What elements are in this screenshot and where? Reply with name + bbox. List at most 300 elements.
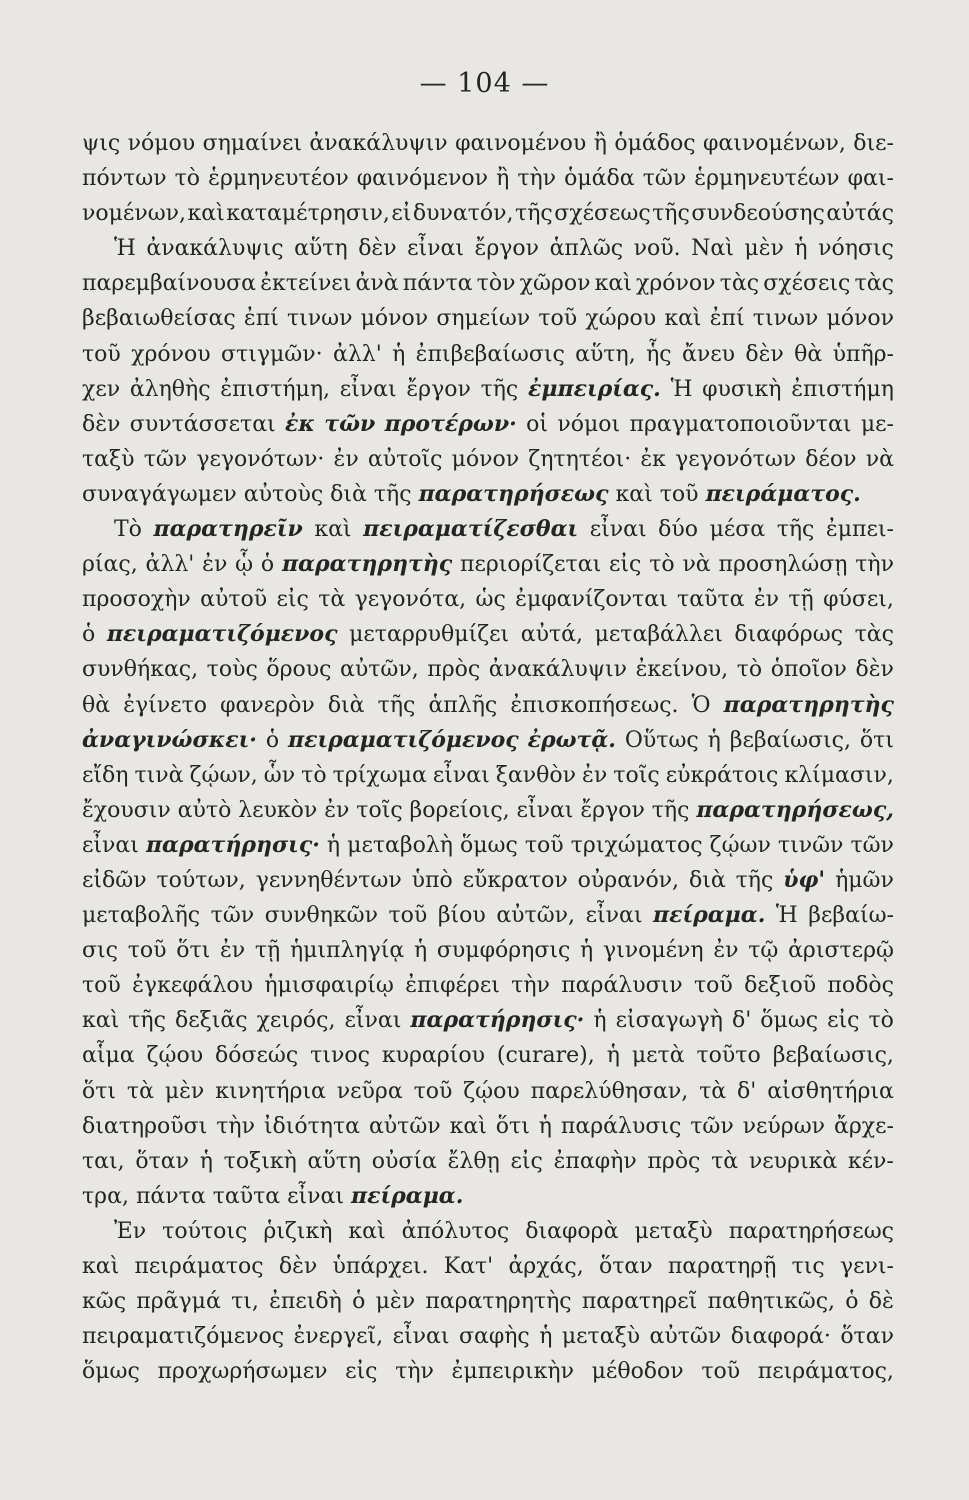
word: τὴν [395,1359,434,1385]
word: τῶν [143,446,188,472]
word: νεῦρα [336,1078,403,1104]
word: περιορίζεται [460,552,602,578]
word: φαινόμενον [356,166,488,192]
word: φαινομένων, [702,131,846,156]
word: αὐτοῦ [200,587,268,613]
word: παρελύθησαν, [530,1078,689,1104]
word: διαφόρως [734,622,843,648]
word: δὲν [278,1254,318,1279]
word: τοῖς [356,797,403,823]
word: πείραμα. [351,1182,464,1209]
word: ταξὺ [82,446,135,472]
word: ὑπῆρ- [832,341,894,367]
word: ἀρχάς, [508,1254,584,1279]
word: τὰ [318,587,346,613]
text-line [82,652,894,687]
paragraph [82,512,894,1214]
word: φυσικὴ [702,376,782,402]
word: τοῦ [413,1078,453,1104]
text-line [82,1249,894,1284]
word: ἐν [713,938,739,964]
word: Οὕτως [624,727,699,753]
word: εἶναι [392,1324,450,1350]
word: ὅρους [266,657,332,683]
word: δὲ [868,1289,894,1315]
word: εἶναι [344,1008,402,1034]
word: ὅτι [176,938,211,964]
word: γεννηθέντων [255,867,402,893]
text-line [82,337,894,372]
word: τῆς [735,867,774,893]
word: διαφορὰ [525,1218,619,1244]
word: καὶ [82,1008,120,1034]
word: χρόνον [636,271,716,297]
word: τῆς [776,517,815,543]
word: τοὺς [206,657,258,683]
word: τινων [286,306,353,332]
word: πρὸς [647,1148,701,1174]
word: τὸ [301,762,327,788]
word: Τὸ [114,517,142,543]
text-line [82,1284,894,1319]
word: ἡ [199,1148,213,1174]
word: ὅταν [135,1148,190,1174]
word: ἐν [753,587,780,613]
word: παρατηρήσεως, [696,796,894,823]
word: ἡμισφαιρίῳ [264,973,394,999]
word: ἀνακάλυψιν [309,131,448,156]
word: τοῦ [82,341,121,367]
word: εἶναι [585,903,643,929]
word: πειραματίζεσθαι [363,516,579,543]
word: δέον [805,446,857,472]
word: μέσα [709,517,766,543]
word: ἐρωτᾷ. [527,726,616,753]
word: ἐπιφέρει [405,973,500,999]
text-line [82,301,894,336]
word: χρόνου [131,341,211,367]
text-line [82,1319,894,1354]
word: ἑρμηνευτέον [208,166,349,192]
word: αὐτῶν, [496,903,576,929]
word: πειράματος, [757,1359,894,1385]
word: ἄνευ [681,341,735,367]
word: ἐν [219,938,246,964]
word: ἐπί [243,306,279,332]
word: εὔκρατον [462,867,568,893]
word: τις [791,1254,825,1279]
word: καὶ [82,1254,120,1279]
word: πρὸς [427,657,481,683]
word: προτέρων· [384,410,517,437]
word: εἰσαγωγὴ [615,1008,723,1034]
word: χῶρον [519,271,591,297]
word: μόνον [826,306,894,332]
word: τινος [310,1043,370,1069]
word: πειραματιζόμενος [288,726,519,753]
text-line [82,231,894,266]
text-line [82,863,894,898]
word: τοῦ [388,903,428,929]
word: ὅμως [760,1008,819,1034]
word: ταῦτα [212,1183,281,1209]
word: αὐτάς [826,201,894,227]
word: τρίχωμα [332,762,427,788]
text-line [82,196,894,231]
word: ἡ [794,236,808,262]
word: εἰς [609,552,642,578]
word: βίου [437,903,486,929]
text-line [82,512,894,547]
word: αὐτῶν, [340,657,419,683]
word: ζητητέοι· [528,446,632,472]
word: τοξικὴ [223,1148,297,1174]
word: διὰ [327,692,365,718]
word: παράλυσις [560,1113,682,1139]
word: ὁ [845,1289,859,1315]
word: δύο [658,517,699,543]
word: ἐγίνετο [123,692,207,718]
word: ταῦτα [677,587,745,613]
word: ὁ [82,622,96,648]
word: σημείων [436,306,531,332]
word: καὶ [348,1218,386,1244]
text-line [82,442,894,477]
word: οὐρανόν, [577,867,680,893]
word: εἶναι [516,797,574,823]
word: ἡμιπληγίᾳ [289,938,405,964]
word: γινομένη [602,938,704,964]
page-number: — 104 — [419,68,550,99]
text-line [82,898,894,933]
word: ἀνακάλυψιν [488,657,628,683]
word: κινητήρια [215,1078,326,1104]
word: ψις [82,131,121,156]
word: τὰς [854,622,894,648]
word: δεξιᾶς [174,1008,248,1034]
word: τινων [752,306,819,332]
word: τοῦ [538,306,578,332]
word: ἐπαφὴν [553,1148,637,1174]
word: εἰς [827,1008,860,1034]
word: σις [82,938,118,964]
word: μεταβολῆς [82,903,201,929]
word: αὐτῶν [649,1324,722,1350]
word: ἁπλῆς [428,692,498,718]
word: ἔλθῃ [447,1148,500,1174]
text-line [82,407,894,442]
word: διαφορά· [730,1324,831,1350]
word: τὴν [517,166,557,192]
word: παρατηρητὴς [281,551,453,578]
word: ἡ [580,938,594,964]
word: νόησις [818,236,894,262]
word: ἔργον [474,236,540,262]
word: ἀπόλυτος [401,1218,510,1244]
word: ἐπί [709,306,745,332]
word: παρεμβαίνουσα [82,271,257,297]
word: τοῦ [82,973,121,999]
word: ἐμφανίζονται [515,587,668,613]
word: ἡ [538,1113,552,1139]
word: τρα, [82,1183,129,1209]
word: ὑπὸ [411,867,453,893]
word: Ναὶ [691,236,734,262]
word: δὲν [745,341,784,367]
word: τῆς [377,692,416,718]
word: ἐκ [640,446,666,472]
word: οὐσία [371,1148,437,1174]
word: δὲν [855,657,894,683]
word: χεν [82,376,121,402]
word: πειραματιζόμενος [106,621,338,648]
text-line [82,1144,894,1179]
word: τῶν [324,410,376,437]
word: διὰ [688,867,726,893]
word: ἁπλῶς [549,236,624,262]
word: μεταρρυθμίζει [349,622,510,648]
word: ἰδιότητα [263,1113,361,1139]
word: συνθήκας, [82,657,199,683]
word: διε- [853,131,894,156]
word: πειράματος. [705,480,861,507]
word: βεβαιωθείσας [82,306,236,332]
word: ἐγκεφάλου [132,973,254,999]
word: οἱ [526,411,548,437]
word: παρατήρησις· [410,1007,585,1034]
word: συντάσσεται [129,411,276,437]
text-line [82,1214,894,1249]
word: τῶν [690,1113,734,1139]
word: τὰ [711,1148,739,1174]
word: τινὰ [134,762,184,788]
word: προχωρήσωμεν [157,1359,328,1385]
word: τούτοις [162,1218,248,1244]
word: εἰς [276,587,309,613]
word: δεξιοῦ [744,973,817,999]
word: ἐπιβεβαίωσις [415,341,565,367]
word: τῶν [642,166,687,192]
word: νὰ [865,446,894,472]
word: πάντα [402,271,473,297]
word: ἀνακάλυψις [146,236,284,262]
word: ται, [82,1148,125,1174]
word: ὁ [260,552,275,578]
word: πάντα [135,1183,206,1209]
text-line [82,372,894,407]
word: παρατήρησις· [145,831,320,858]
word: ἔργον [580,797,645,823]
word: σχέσεως [554,201,651,227]
text-line [82,793,894,828]
word: ἐπισκοπήσεως. [510,692,679,718]
word: καὶ [449,1113,487,1139]
word: τῆς [373,481,412,507]
text-line [82,477,894,512]
word: ἀλλ' [145,552,195,578]
word: διατηροῦσι [82,1113,208,1139]
word: εἶναι [407,236,465,262]
word: κλίμασιν, [784,762,894,788]
word: ὅμως [460,832,518,858]
word: δυνατόν, [412,201,514,227]
text-line [82,582,894,617]
word: παρατηρεῖν [153,516,303,543]
word: ῥιζικὴ [263,1218,333,1244]
word: παρατηρητὴς [425,1289,572,1315]
word: μεταβολὴ [347,832,453,858]
text-line [82,1109,894,1144]
word: τῷ [748,938,779,964]
word: τὴν [216,1113,255,1139]
word: ἐνεργεῖ, [293,1324,384,1350]
word: αὐτά, [520,622,584,648]
word: μεταξὺ [561,1324,641,1350]
word: μεταξὺ [634,1218,713,1244]
word: ἡ [606,1043,620,1069]
word: νόμοι [557,411,621,437]
word: ἐν [324,797,350,823]
text-line [82,1003,894,1038]
word: Ὁ [691,692,711,718]
word: δὲν [82,411,121,437]
word: Ἡ [670,376,693,402]
word: με- [860,411,894,437]
word: ἡ [593,1008,607,1034]
word: μόνον [360,306,429,332]
text-line [82,1038,894,1073]
word: τοῖς [613,762,660,788]
word: τοῦτο [696,1043,761,1069]
word: εἶναι [339,376,397,402]
word: τῆς [652,201,690,227]
word: νὰ [682,552,711,578]
word: βορείοις, [409,797,510,823]
word: μὲν [375,1289,416,1315]
word: ὅταν [598,1254,653,1279]
word: εἰ [391,201,412,227]
word: συνθηκῶν [264,903,378,929]
word: ἐκείνου, [635,657,729,683]
word: Κατ' [443,1254,494,1279]
word: δ' [731,1008,752,1034]
word: πρᾶγμά [136,1289,221,1315]
word: καὶ [314,517,352,543]
word: ἀριστερῷ [788,938,894,964]
word: γεγονότα, [354,587,467,613]
word: τῆς [515,201,553,227]
word: τῆς [128,1008,166,1034]
word: εἰς [510,1148,543,1174]
word: προσοχὴν [82,587,191,613]
word: ἡμῶν [835,867,894,893]
text-line [82,758,894,793]
word: ὅτι [82,1078,117,1104]
word: παρατηρητὴς [723,691,894,718]
word: φαινομένου [455,131,587,156]
word: τὰ [699,1078,727,1104]
word: ρίας, [82,552,138,578]
word: θὰ [82,692,111,718]
word: ἢ [593,131,607,156]
word: προσηλώσῃ [718,552,848,578]
word: σημαίνει [202,131,302,156]
word: τῶν [210,903,255,929]
word: ὁμάδα [564,166,635,192]
word: ὁ [265,727,280,753]
word: εἰς [345,1359,378,1385]
word: ἀναγινώσκει· [82,726,257,753]
word: παθητικῶς, [707,1289,836,1315]
word: ἀληθὴς [129,376,211,402]
word: ἐκ [285,410,315,437]
word: ἐμπει- [825,517,894,543]
word: τῶν [850,832,894,858]
word: αὕτη [307,1148,362,1174]
word: χώρου [585,306,657,332]
word: σχέσεις [763,271,851,297]
word: τοῦ [659,481,699,507]
word: ἢ [496,166,510,192]
word: γεγονότων· [196,446,325,472]
text-line [82,547,894,582]
word: ζῴων, [189,762,258,788]
text-line [82,933,894,968]
word: ἡ [707,727,721,753]
word: αὐτὸ [177,797,232,823]
word: ἐν [582,762,608,788]
word: ἡ [392,341,406,367]
word: ἑρμηνευτέων [694,166,840,192]
word: τὸ [736,657,763,683]
word: αὐτοῖς [367,446,443,472]
word: ζῴου [146,1043,204,1069]
word: ἡ [539,1324,553,1350]
word: αὐτῶν [368,1113,441,1139]
word: ὅτι [495,1113,530,1139]
word: διὰ [330,481,367,507]
word: τοῦ [701,1359,741,1385]
word: δόσεώς [215,1043,299,1069]
word: βεβαίωσις, [772,1043,894,1069]
word: εἶναι [432,762,490,788]
word: ἐπειδὴ [269,1289,342,1315]
word: ἧς [646,341,672,367]
word: αὕτη [294,236,348,262]
word: τὸ [174,166,201,192]
word: εἶναι [589,517,647,543]
word: ὅμως [82,1359,140,1385]
word: ὅταν [840,1324,894,1350]
word: παρατηρήσεως [728,1218,894,1244]
word: εὐκράτοις [665,762,779,788]
word: (curare), [496,1043,595,1069]
word: συναγάγωμεν [82,481,237,507]
word: εἴδη [82,762,129,788]
text-line [82,266,894,301]
word: μεταβάλλει [594,622,723,648]
word: ζῴων [709,832,771,858]
word: βεβαίω- [808,903,894,929]
word: αὕτη, [575,341,636,367]
word: ἀλλ' [332,341,382,367]
text-line [82,1074,894,1109]
body-text [82,126,894,1389]
text-line [82,1179,894,1214]
word: λευκὸν [238,797,318,823]
word: καὶ [664,306,702,332]
word: Ἐν [114,1218,147,1244]
